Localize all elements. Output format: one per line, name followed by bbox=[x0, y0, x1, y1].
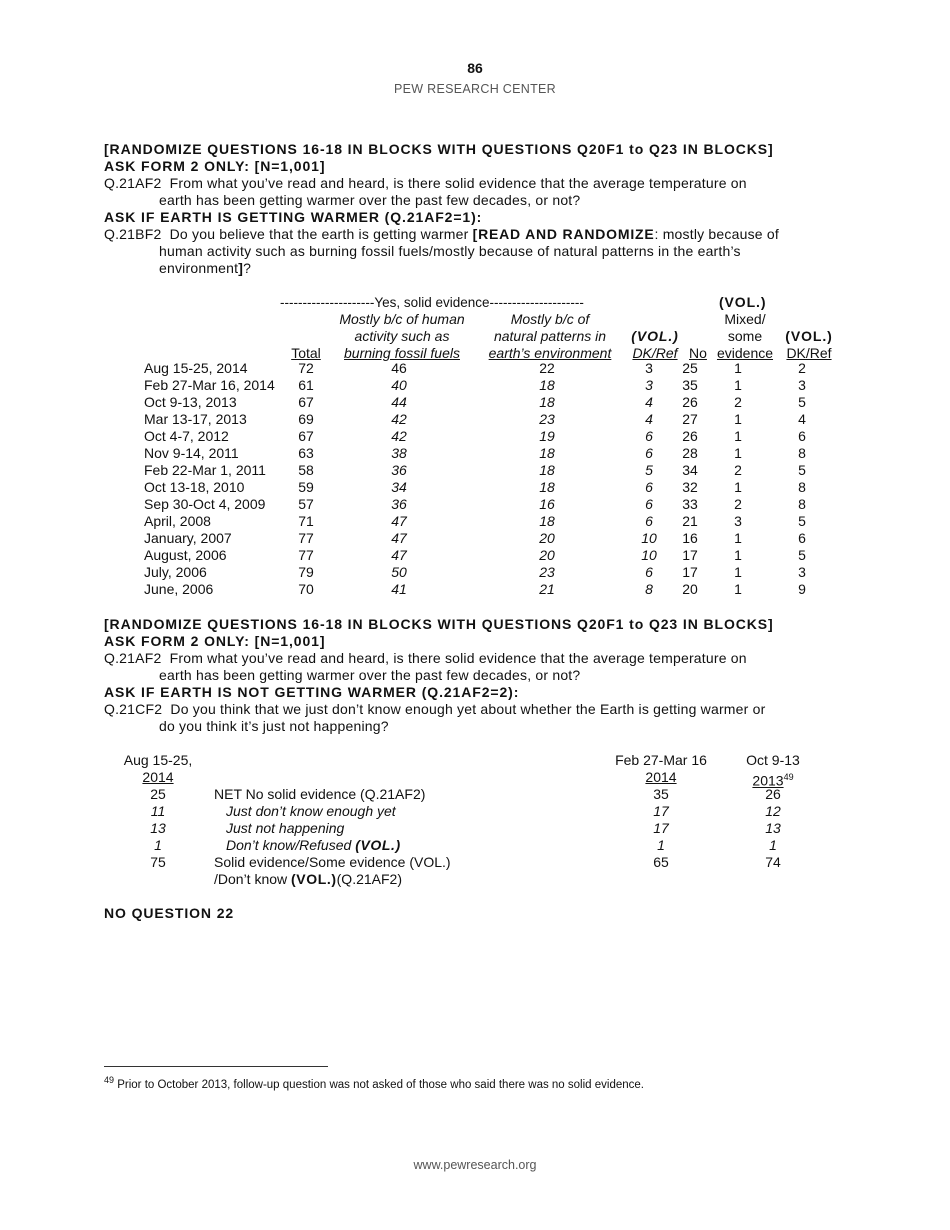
cell-dkref: 3 bbox=[798, 564, 806, 580]
cell-no: 32 bbox=[682, 479, 698, 495]
cell-mixed: 1 bbox=[734, 377, 742, 393]
cell-dkref: 6 bbox=[798, 530, 806, 546]
cell-natural: 22 bbox=[539, 360, 555, 376]
t2-col1-date: Aug 15-25, bbox=[123, 752, 193, 768]
table-row bbox=[144, 445, 831, 462]
cell-natural: 20 bbox=[539, 530, 555, 546]
cell-no: 26 bbox=[682, 428, 698, 444]
cell-date: April, 2008 bbox=[144, 513, 211, 529]
question-text: From what you’ve read and heard, is there solid evidence that the average temperature on bbox=[169, 650, 747, 666]
header-human-3: burning fossil fuels bbox=[344, 345, 460, 361]
ask-if-not-warmer: ASK IF EARTH IS NOT GETTING WARMER (Q.21AF2=2): bbox=[104, 684, 520, 700]
cell-dk: 4 bbox=[645, 411, 653, 427]
question-text-cont: do you think it’s just not happening? bbox=[159, 718, 389, 734]
t2-cell-aug2014: 75 bbox=[150, 854, 166, 870]
t2-cell-aug2014: 25 bbox=[150, 786, 166, 802]
table-row bbox=[144, 547, 831, 564]
cell-human: 47 bbox=[391, 513, 407, 529]
text-part: ? bbox=[243, 260, 252, 276]
header-vol-dk: (VOL.) bbox=[631, 328, 679, 344]
cell-dkref: 2 bbox=[798, 360, 806, 376]
header-human-2: activity such as bbox=[354, 328, 450, 344]
t2-row-label bbox=[226, 820, 344, 837]
t2-cell-feb2014: 17 bbox=[653, 820, 669, 836]
cell-human: 42 bbox=[391, 428, 407, 444]
cell-date: June, 2006 bbox=[144, 581, 214, 597]
t2-col3-date: Oct 9-13 bbox=[746, 752, 800, 768]
text-part: environment bbox=[159, 260, 239, 276]
cell-total: 67 bbox=[298, 428, 314, 444]
footnote-num: 49 bbox=[104, 1075, 115, 1085]
cell-dk: 6 bbox=[645, 513, 653, 529]
footnote-ref: 49 bbox=[783, 772, 794, 782]
question-text-cont: earth has been getting warmer over the past few decades, or not? bbox=[159, 192, 581, 208]
table-row bbox=[144, 360, 831, 377]
cell-date: Mar 13-17, 2013 bbox=[144, 411, 247, 427]
cell-dk: 5 bbox=[645, 462, 653, 478]
footnote-text: Prior to October 2013, follow-up question was not asked of those who said there was no solid evidence. bbox=[117, 1078, 644, 1091]
cell-mixed: 1 bbox=[734, 428, 742, 444]
t2-last-label-cont bbox=[214, 871, 402, 888]
header-human-1: Mostly b/c of human bbox=[339, 311, 465, 327]
cell-total: 70 bbox=[298, 581, 314, 597]
footnote-divider bbox=[104, 1066, 328, 1067]
t2-cell-oct2013: 1 bbox=[769, 837, 777, 853]
table-row bbox=[144, 496, 831, 513]
site-url: www.pewresearch.org bbox=[413, 1158, 537, 1172]
trend-table-warmer bbox=[144, 360, 831, 598]
cell-mixed: 1 bbox=[734, 581, 742, 597]
cell-total: 67 bbox=[298, 394, 314, 410]
vol-tag: (VOL.) bbox=[291, 871, 337, 887]
cell-dk: 6 bbox=[645, 445, 653, 461]
cell-dk: 10 bbox=[641, 547, 657, 563]
t2-cell-feb2014: 35 bbox=[653, 786, 669, 802]
cell-dkref: 8 bbox=[798, 479, 806, 495]
t2-col2-date: Feb 27-Mar 16 bbox=[615, 752, 707, 768]
cell-mixed: 1 bbox=[734, 411, 742, 427]
ask-form-1: ASK FORM 2 ONLY: [N=1,001] bbox=[104, 158, 326, 174]
t2-cell-feb2014: 1 bbox=[657, 837, 665, 853]
t2-cell-feb2014: 17 bbox=[653, 803, 669, 819]
question-text-cont: human activity such as burning fossil fuels/mostly because of natural patterns in the earth’s bbox=[159, 243, 741, 259]
no-question-22: NO QUESTION 22 bbox=[104, 905, 235, 921]
cell-natural: 18 bbox=[539, 377, 555, 393]
label-text: Don’t know/Refused bbox=[226, 837, 352, 853]
cell-natural: 21 bbox=[539, 581, 555, 597]
cell-no: 33 bbox=[682, 496, 698, 512]
cell-dkref: 5 bbox=[798, 394, 806, 410]
cell-dkref: 5 bbox=[798, 547, 806, 563]
t2-cell-aug2014: 11 bbox=[150, 803, 166, 819]
question-id: Q.21AF2 bbox=[104, 650, 162, 666]
cell-mixed: 1 bbox=[734, 479, 742, 495]
cell-dkref: 6 bbox=[798, 428, 806, 444]
label-text: NET No solid evidence (Q.21AF2) bbox=[214, 786, 426, 802]
cell-no: 26 bbox=[682, 394, 698, 410]
cell-no: 21 bbox=[682, 513, 698, 529]
question-text-cont: earth has been getting warmer over the past few decades, or not? bbox=[159, 667, 581, 683]
cell-no: 25 bbox=[682, 360, 698, 376]
table-row bbox=[144, 581, 831, 598]
question-text: Do you think that we just don’t know enough yet about whether the Earth is getting warmer or bbox=[170, 701, 766, 717]
table-row bbox=[144, 479, 831, 496]
cell-total: 59 bbox=[298, 479, 314, 495]
table-row bbox=[144, 462, 831, 479]
t2-cell-oct2013: 12 bbox=[765, 803, 781, 819]
cell-total: 77 bbox=[298, 547, 314, 563]
cell-human: 47 bbox=[391, 547, 407, 563]
cell-natural: 18 bbox=[539, 462, 555, 478]
cell-date: July, 2006 bbox=[144, 564, 207, 580]
cell-total: 57 bbox=[298, 496, 314, 512]
cell-dk: 6 bbox=[645, 428, 653, 444]
t2-col1-year: 2014 bbox=[142, 769, 174, 785]
cell-no: 34 bbox=[682, 462, 698, 478]
cell-human: 50 bbox=[391, 564, 407, 580]
label-text: Just don’t know enough yet bbox=[226, 803, 396, 819]
table-row bbox=[144, 530, 831, 547]
cell-no: 27 bbox=[682, 411, 698, 427]
randomize-instruction-2: [RANDOMIZE QUESTIONS 16-18 IN BLOCKS WITH QUESTIONS Q20F1 to Q23 IN BLOCKS] bbox=[104, 616, 774, 632]
question-q21bf2 bbox=[104, 226, 864, 277]
header-dkref-2: DK/Ref bbox=[786, 345, 832, 361]
text-part: (Q.21AF2) bbox=[336, 871, 402, 887]
t2-row-label bbox=[226, 837, 401, 854]
t2-cell-oct2013: 26 bbox=[765, 786, 781, 802]
cell-date: Oct 13-18, 2010 bbox=[144, 479, 245, 495]
table-row bbox=[144, 411, 831, 428]
question-q21af2-1 bbox=[104, 175, 854, 209]
t2-row-label bbox=[226, 803, 396, 820]
cell-no: 28 bbox=[682, 445, 698, 461]
page-number: 86 bbox=[467, 60, 483, 76]
t2-cell-feb2014: 65 bbox=[653, 854, 669, 870]
cell-natural: 18 bbox=[539, 394, 555, 410]
t2-cell-oct2013: 13 bbox=[765, 820, 781, 836]
cell-date: Nov 9-14, 2011 bbox=[144, 445, 239, 461]
ask-form-2: ASK FORM 2 ONLY: [N=1,001] bbox=[104, 633, 326, 649]
cell-date: Sep 30-Oct 4, 2009 bbox=[144, 496, 266, 512]
cell-dkref: 8 bbox=[798, 496, 806, 512]
cell-natural: 18 bbox=[539, 479, 555, 495]
span-header-yes: ---------------------Yes, solid evidence--------------------- bbox=[280, 295, 584, 310]
header-total: Total bbox=[291, 345, 321, 361]
t2-row-label bbox=[214, 854, 451, 871]
cell-human: 34 bbox=[391, 479, 407, 495]
cell-natural: 19 bbox=[539, 428, 555, 444]
question-id: Q.21CF2 bbox=[104, 701, 163, 717]
label-text: Just not happening bbox=[226, 820, 345, 836]
cell-natural: 18 bbox=[539, 513, 555, 529]
cell-dk: 6 bbox=[645, 496, 653, 512]
cell-dkref: 5 bbox=[798, 513, 806, 529]
header-dkref-1: DK/Ref bbox=[632, 345, 678, 361]
cell-mixed: 2 bbox=[734, 462, 742, 478]
cell-mixed: 2 bbox=[734, 394, 742, 410]
cell-date: Feb 22-Mar 1, 2011 bbox=[144, 462, 266, 478]
cell-mixed: 1 bbox=[734, 360, 742, 376]
t2-cell-aug2014: 13 bbox=[150, 820, 166, 836]
ask-if-warmer: ASK IF EARTH IS GETTING WARMER (Q.21AF2=1): bbox=[104, 209, 483, 225]
cell-dk: 10 bbox=[641, 530, 657, 546]
question-q21af2-2 bbox=[104, 650, 854, 684]
header-some: some bbox=[727, 328, 763, 344]
text-part: /Don’t know bbox=[214, 871, 288, 887]
cell-total: 79 bbox=[298, 564, 314, 580]
cell-no: 35 bbox=[682, 377, 698, 393]
cell-total: 77 bbox=[298, 530, 314, 546]
cell-natural: 16 bbox=[539, 496, 555, 512]
cell-total: 63 bbox=[298, 445, 314, 461]
cell-date: Oct 4-7, 2012 bbox=[144, 428, 229, 444]
table-row bbox=[144, 377, 831, 394]
year-text: 2013 bbox=[752, 772, 784, 789]
cell-human: 36 bbox=[391, 462, 407, 478]
cell-dkref: 5 bbox=[798, 462, 806, 478]
vol-tag: (VOL.) bbox=[355, 837, 401, 853]
cell-mixed: 1 bbox=[734, 530, 742, 546]
cell-human: 40 bbox=[391, 377, 407, 393]
t2-col2-year: 2014 bbox=[645, 769, 677, 785]
cell-dkref: 4 bbox=[798, 411, 806, 427]
cell-natural: 18 bbox=[539, 445, 555, 461]
cell-mixed: 1 bbox=[734, 445, 742, 461]
cell-total: 69 bbox=[298, 411, 314, 427]
cell-human: 44 bbox=[391, 394, 407, 410]
question-text-post: : mostly because of bbox=[654, 226, 779, 242]
cell-dk: 3 bbox=[645, 360, 653, 376]
cell-no: 16 bbox=[682, 530, 698, 546]
cell-dkref: 9 bbox=[798, 581, 806, 597]
cell-date: January, 2007 bbox=[144, 530, 232, 546]
table-row bbox=[144, 564, 831, 581]
footnote bbox=[104, 1075, 644, 1091]
cell-mixed: 2 bbox=[734, 496, 742, 512]
header-no: No bbox=[689, 345, 707, 361]
question-id: Q.21AF2 bbox=[104, 175, 162, 191]
header-vol-mixed: (VOL.) bbox=[719, 294, 767, 310]
cell-human: 46 bbox=[391, 360, 407, 376]
cell-total: 61 bbox=[298, 377, 314, 393]
read-randomize-instruction: [READ AND RANDOMIZE bbox=[472, 226, 655, 242]
cell-human: 38 bbox=[391, 445, 407, 461]
question-id: Q.21BF2 bbox=[104, 226, 162, 242]
cell-total: 58 bbox=[298, 462, 314, 478]
cell-natural: 23 bbox=[539, 411, 555, 427]
question-text-cont2 bbox=[104, 260, 864, 277]
cell-date: August, 2006 bbox=[144, 547, 227, 563]
cell-total: 72 bbox=[298, 360, 314, 376]
cell-total: 71 bbox=[298, 513, 314, 529]
cell-dkref: 8 bbox=[798, 445, 806, 461]
header-natural-2: natural patterns in bbox=[493, 328, 607, 344]
t2-row-label bbox=[214, 786, 425, 803]
header-natural-1: Mostly b/c of bbox=[510, 311, 590, 327]
table-row bbox=[144, 428, 831, 445]
t2-cell-oct2013: 74 bbox=[765, 854, 781, 870]
cell-date: Feb 27-Mar 16, 2014 bbox=[144, 377, 275, 393]
cell-human: 41 bbox=[391, 581, 407, 597]
cell-natural: 20 bbox=[539, 547, 555, 563]
cell-human: 36 bbox=[391, 496, 407, 512]
label-text: Solid evidence/Some evidence (VOL.) bbox=[214, 854, 451, 870]
header-evidence: evidence bbox=[716, 345, 774, 361]
cell-dk: 6 bbox=[645, 479, 653, 495]
randomize-instruction-1: [RANDOMIZE QUESTIONS 16-18 IN BLOCKS WITH QUESTIONS Q20F1 to Q23 IN BLOCKS] bbox=[104, 141, 774, 157]
table-row bbox=[144, 513, 831, 530]
cell-mixed: 1 bbox=[734, 547, 742, 563]
cell-dk: 4 bbox=[645, 394, 653, 410]
cell-human: 47 bbox=[391, 530, 407, 546]
cell-date: Aug 15-25, 2014 bbox=[144, 360, 248, 376]
cell-dkref: 3 bbox=[798, 377, 806, 393]
bracket: ] bbox=[238, 260, 244, 276]
header-natural-3: earth’s environment bbox=[488, 345, 612, 361]
table-row bbox=[144, 394, 831, 411]
question-text: Do you believe that the earth is getting warmer bbox=[169, 226, 469, 242]
t2-cell-aug2014: 1 bbox=[154, 837, 162, 853]
question-text: From what you’ve read and heard, is there solid evidence that the average temperature on bbox=[169, 175, 747, 191]
cell-human: 42 bbox=[391, 411, 407, 427]
header-mixed: Mixed/ bbox=[724, 311, 766, 327]
org-name: PEW RESEARCH CENTER bbox=[394, 82, 556, 96]
cell-date: Oct 9-13, 2013 bbox=[144, 394, 237, 410]
header-vol-dkref: (VOL.) bbox=[785, 328, 833, 344]
cell-mixed: 3 bbox=[734, 513, 742, 529]
cell-dk: 3 bbox=[645, 377, 653, 393]
cell-natural: 23 bbox=[539, 564, 555, 580]
cell-dk: 6 bbox=[645, 564, 653, 580]
cell-no: 20 bbox=[682, 581, 698, 597]
cell-no: 17 bbox=[682, 547, 698, 563]
cell-dk: 8 bbox=[645, 581, 653, 597]
cell-no: 17 bbox=[682, 564, 698, 580]
cell-mixed: 1 bbox=[734, 564, 742, 580]
question-q21cf2 bbox=[104, 701, 864, 735]
